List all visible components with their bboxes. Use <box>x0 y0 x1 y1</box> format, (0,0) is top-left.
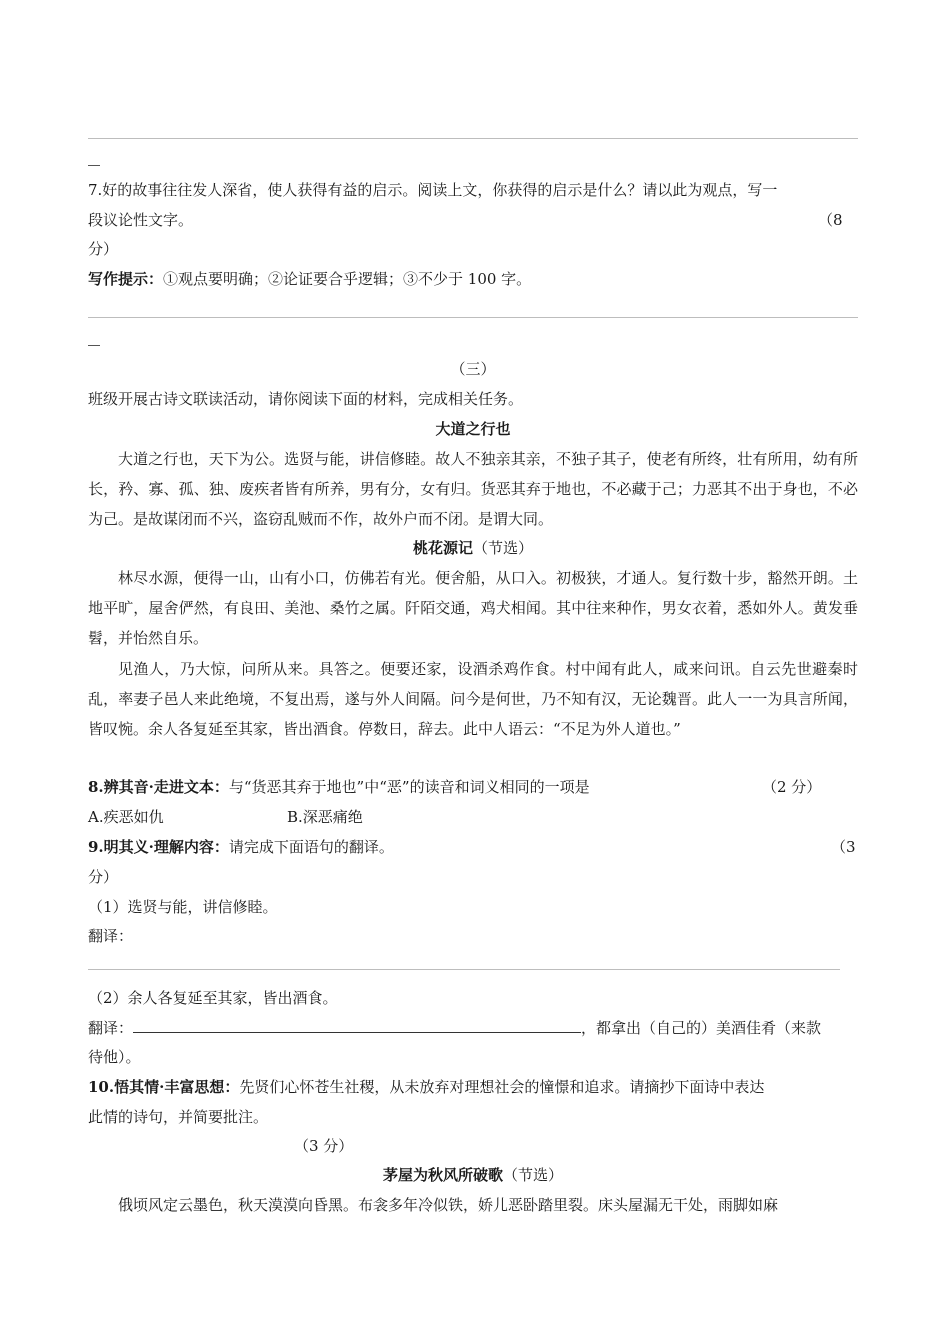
text2-title-note: （节选） <box>473 539 534 557</box>
q8-label: 8.辨其音·走进文本： <box>88 778 229 796</box>
q9-item2: （2）余人各复延至其家，皆出酒食。 <box>88 989 338 1007</box>
q9-translate-suffix-cont: 待他）。 <box>88 1048 141 1066</box>
q7-text-line1: 7.好的故事往往发人深省，使人获得有益的启示。阅读上文，你获得的启示是什么？请以此为观点，写一 <box>88 181 778 199</box>
q7-writing-hint <box>88 268 531 290</box>
q7-hint-text: ①观点要明确；②论证要合乎逻辑；③不少于 100 字。 <box>163 270 532 288</box>
text3-title-note: （节选） <box>503 1166 564 1184</box>
answer-line-stub <box>88 165 100 166</box>
q9-translate-label-2: 翻译： <box>88 1019 134 1037</box>
text1-body: 大道之行也，天下为公。选贤与能，讲信修睦。故人不独亲其亲，不独子其子，使老有所终，壮有所用，幼有所长，矜、寡、孤、独、废疾者皆有所养，男有分，女有归。货恶其弃于地也，不必藏于己；力恶其不出于身也，不必为己。是故谋闭而不兴，盗窃乱贼而不作，故外户而不闭。是谓大同。 <box>88 450 858 528</box>
q8-question <box>88 776 590 798</box>
section-title: （三） <box>450 360 496 378</box>
q9-translate-line-2 <box>88 1016 821 1039</box>
q7-score-unit: 分） <box>88 240 119 258</box>
translation-answer-line[interactable] <box>88 969 840 970</box>
q7-hint-label: 写作提示： <box>88 270 164 288</box>
q9-score-unit: 分） <box>88 868 119 886</box>
q10-label: 10.悟其情·丰富思想： <box>88 1078 240 1096</box>
q8-text: 与“货恶其弃于地也”中“恶”的读音和词义相同的一项是 <box>228 778 590 796</box>
q9-translate-label-1: 翻译： <box>88 927 134 945</box>
text3-title-block <box>88 1164 858 1186</box>
q10-text-line2: 此情的诗句，并简要批注。 <box>88 1108 269 1126</box>
q9-question <box>88 836 394 858</box>
answer-line-stub <box>88 345 100 346</box>
q9-label: 9.明其义·理解内容： <box>88 838 229 856</box>
text2-title: 桃花源记 <box>412 539 473 557</box>
q10-text: 先贤们心怀苍生社稷，从未放弃对理想社会的憧憬和追求。请摘抄下面诗中表达 <box>239 1078 765 1096</box>
text3-line1: 俄顷风定云墨色，秋天漠漠向昏黑。布衾多年冷似铁，娇儿恶卧踏里裂。床头屋漏无干处，雨脚如麻 <box>118 1196 779 1214</box>
q8-option-b: B.深恶痛绝 <box>287 808 363 826</box>
q9-item1: （1）选贤与能，讲信修睦。 <box>88 898 278 916</box>
text1-title: 大道之行也 <box>435 420 511 438</box>
answer-line <box>88 317 858 318</box>
text2-title-block <box>88 537 858 559</box>
text2-para1: 林尽水源，便得一山，山有小口，仿佛若有光。便舍船，从口入。初极狭，才通人。复行数十步，豁然开朗。土地平旷，屋舍俨然，有良田、美池、桑竹之属。阡陌交通，鸡犬相闻。其中往来种作，男女衣着，悉如外人。黄发垂髫，并怡然自乐。 <box>88 569 858 647</box>
translation-answer-blank[interactable] <box>133 1016 581 1033</box>
q7-score: （8 <box>818 211 843 229</box>
q9-translate-suffix: ，都拿出（自己的）美酒佳肴（来款 <box>581 1019 822 1037</box>
q7-text-line2: 段议论性文字。 <box>88 211 194 229</box>
q10-question <box>88 1076 764 1098</box>
q9-text: 请完成下面语句的翻译。 <box>228 838 394 856</box>
q8-score: （2 分） <box>762 778 822 796</box>
text2-para2: 见渔人，乃大惊，问所从来。具答之。便要还家，设酒杀鸡作食。村中闻有此人，咸来问讯。自云先世避秦时乱，率妻子邑人来此绝境，不复出焉，遂与外人间隔。问今是何世，乃不知有汉，无论魏晋。此人一一为具言所闻，皆叹惋。余人各复延至其家，皆出酒食。停数日，辞去。此中人语云：“不足为外人道也。” <box>88 660 858 738</box>
text3-title: 茅屋为秋风所破歌 <box>382 1166 503 1184</box>
section-intro: 班级开展古诗文联读活动，请你阅读下面的材料，完成相关任务。 <box>88 390 524 408</box>
q10-score: （3 分） <box>294 1137 354 1155</box>
q9-score: （3 <box>831 838 856 856</box>
answer-line <box>88 138 858 139</box>
q8-option-a: A.疾恶如仇 <box>88 808 164 826</box>
